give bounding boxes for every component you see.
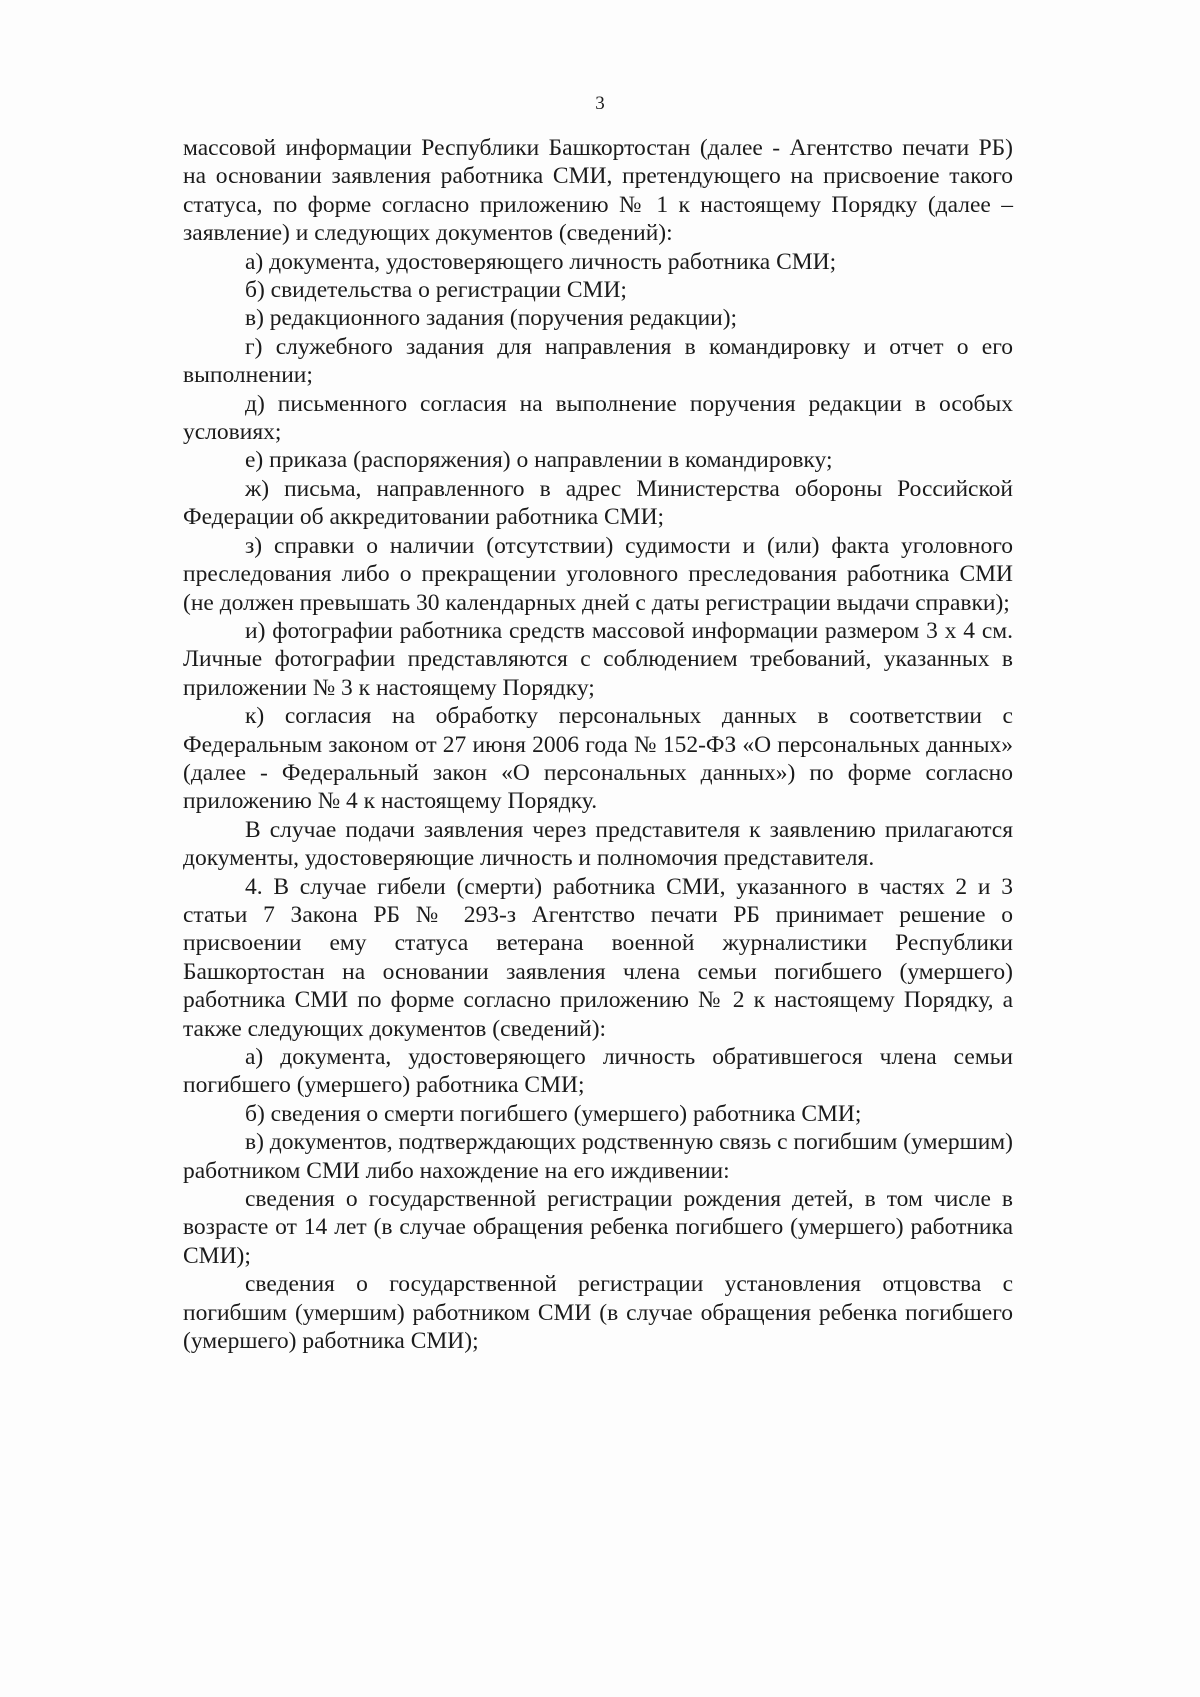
list-item-d: д) письменного согласия на выполнение поручения редакции в особых условиях; bbox=[183, 390, 1013, 446]
section-4-item-v: в) документов, подтверждающих родственную связь с погибшим (умершим) работником СМИ либо нахождение на его иждивении: bbox=[183, 1129, 1013, 1184]
list-item-g: г) служебного задания для направления в командировку и отчет о его выполнении; bbox=[183, 333, 1013, 389]
paragraph-continuation: массовой информации Республики Башкортостан (далее - Агентство печати РБ) на основании заявления работника СМИ, претендующего на присвоение такого статуса, по форме согласно приложению № 1 к настоящему Порядку (далее – заявление) и следующих документов (сведений): bbox=[183, 135, 1013, 247]
list-item-e: е) приказа (распоряжения) о направлении в командировку; bbox=[245, 447, 833, 474]
list-item-z: з) справки о наличии (отсутствии) судимости и (или) факта уголовного преследования либо о прекращении уголовного преследования работника СМИ (не должен превышать 30 календарных дней с даты регистрации выдачи справки); bbox=[183, 532, 1013, 616]
page-number: 3 bbox=[595, 93, 605, 114]
list-item-zh: ж) письма, направленного в адрес Министерства обороны Российской Федерации об аккредитовании работника СМИ; bbox=[183, 475, 1013, 531]
list-item-k: к) согласия на обработку персональных данных в соответствии с Федеральным законом от 27 июня 2006 года № 152-ФЗ «О персональных данных» (далее - Федеральный закон «О персональных данных») по форме согласно приложению № 4 к настоящему Порядку. bbox=[183, 703, 1013, 815]
section-4-item-b: б) сведения о смерти погибшего (умершего) работника СМИ; bbox=[245, 1100, 862, 1127]
list-item-i: и) фотографии работника средств массовой информации размером 3 х 4 см. Личные фотографии представляются с соблюдением требований, указанных в приложении № 3 к настоящему Порядку; bbox=[183, 617, 1013, 701]
subitem-paternity-registration: сведения о государственной регистрации установления отцовства с погибшим (умершим) работником СМИ (в случае обращения ребенка погибшего (умершего) работника СМИ); bbox=[183, 1271, 1013, 1355]
list-item-a: а) документа, удостоверяющего личность работника СМИ; bbox=[245, 248, 837, 275]
document-body bbox=[183, 134, 1013, 1355]
subitem-birth-registration: сведения о государственной регистрации рождения детей, в том числе в возрасте от 14 лет (в случае обращения ребенка погибшего (умершего) работника СМИ); bbox=[183, 1186, 1013, 1269]
section-4-paragraph: 4. В случае гибели (смерти) работника СМИ, указанного в частях 2 и 3 статьи 7 Закона РБ № 293-з Агентство печати РБ принимает решение о присвоении ему статуса ветерана военной журналистики Республики Башкортостан на основании заявления члена семьи погибшего (умершего) работника СМИ по форме согласно приложению № 2 к настоящему Порядку, а также следующих документов (сведений): bbox=[183, 873, 1013, 1042]
list-item-b: б) свидетельства о регистрации СМИ; bbox=[245, 277, 627, 304]
paragraph-representative: В случае подачи заявления через представителя к заявлению прилагаются документы, удостоверяющие личность и полномочия представителя. bbox=[183, 816, 1013, 872]
list-item-v: в) редакционного задания (поручения редакции); bbox=[245, 305, 738, 332]
section-4-item-a: а) документа, удостоверяющего личность обратившегося члена семьи погибшего (умершего) работника СМИ; bbox=[183, 1044, 1013, 1099]
